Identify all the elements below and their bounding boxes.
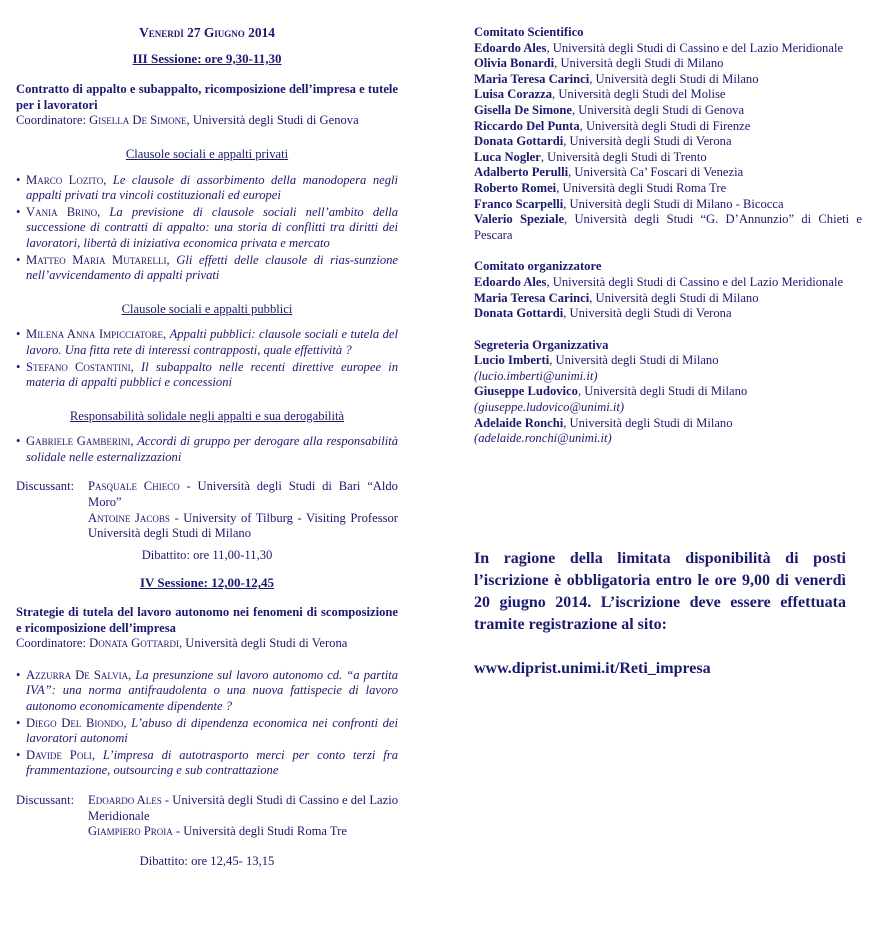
member-name: Giuseppe Ludovico (474, 384, 578, 399)
member-name: Donata Gottardi (474, 134, 564, 149)
discussant-affiliation: - Università degli Studi di Cassino e del Lazio Meridionale (88, 792, 398, 823)
member-name: Donata Gottardi (474, 306, 564, 321)
member-affiliation: , Università degli Studi di Milano (577, 384, 748, 399)
member-affiliation: , Università degli Studi di Verona (563, 134, 732, 149)
coordinator-name: Donata Gottardi (89, 636, 179, 651)
committee-member (474, 41, 862, 57)
speaker-name: Matteo Maria Mutarelli (26, 252, 167, 267)
committee-member (474, 416, 862, 432)
speaker-name: Davide Poli (26, 747, 92, 762)
talk-title: Gli effetti delle clausole di rias-sunzione nell’avvicendamento di appalti privati (26, 252, 399, 283)
day-heading: Venerdì 27 Giugno 2014 (139, 25, 275, 40)
registration-website-link[interactable]: www.diprist.unimi.it/Reti_impresa (474, 660, 711, 677)
bullet-icon: • (16, 434, 21, 449)
member-affiliation: , Università degli Studi “G. D’Annunzio” di Chieti e Pescara (474, 212, 863, 242)
discussant-label: Discussant: (16, 479, 75, 494)
member-affiliation: , Università degli Studi di Genova (571, 102, 745, 117)
speaker-name: Vania Brino (26, 204, 98, 219)
committee-member (474, 150, 862, 166)
block-heading: Clausole sociali e appalti pubblici (121, 301, 293, 316)
member-name: Franco Scarpelli (474, 196, 564, 211)
session-3-debate: Dibattito: ore 11,00-11,30 (141, 547, 273, 562)
member-name: Luca Nogler (474, 149, 541, 164)
committee-member (474, 353, 862, 369)
bullet-icon: • (16, 667, 21, 682)
session-3-heading: III Sessione: ore 9,30-11,30 (132, 50, 282, 66)
committee-heading: Segreteria Organizzativa (474, 337, 609, 352)
committee-group (474, 338, 862, 447)
member-affiliation: , Università degli Studi di Milano (549, 353, 719, 368)
committee-member (474, 165, 862, 181)
registration-notice: In ragione della limitata disponibilità di posti l’iscrizione è obbligatoria entro le ore 9,00 di venerdì 20 giugno 2014. L’iscrizione deve essere effettuata tramite registrazione al sito: (474, 550, 846, 633)
speaker-name: Azzurra De Salvia (26, 667, 129, 682)
committee-member (474, 72, 862, 88)
bullet-icon: • (16, 715, 21, 730)
bullet-icon: • (16, 747, 21, 762)
bullet-icon: • (16, 327, 21, 342)
member-name: Maria Teresa Carinci (474, 290, 590, 305)
discussant-affiliation: - Università degli Studi Roma Tre (172, 824, 347, 839)
discussant-entry (88, 511, 398, 542)
talk-item (16, 434, 398, 465)
session-3-title: Contratto di appalto e subappalto, ricomposizione dell’impresa e tutele per i lavoratori (16, 82, 398, 112)
discussant-entry (88, 479, 398, 510)
member-name: Olivia Bonardi (474, 56, 555, 71)
committee-member (474, 275, 862, 291)
discussant-name: Antoine Jacobs (88, 510, 170, 525)
talk-item (16, 716, 398, 747)
member-name: Edoardo Ales (474, 274, 547, 289)
member-affiliation: , Università degli Studi del Molise (552, 87, 726, 102)
talk-title: Accordi di gruppo per derogare alla responsabilità solidale nelle esternalizzazioni (26, 434, 399, 464)
bullet-icon: • (16, 172, 21, 187)
member-affiliation: , Università degli Studi di Cassino e del Lazio Meridionale (546, 40, 844, 55)
right-column (474, 25, 862, 463)
committee-member (474, 291, 862, 307)
talk-item (16, 668, 398, 715)
session-4-discussants (16, 793, 398, 840)
discussant-entry (88, 793, 398, 824)
speaker-separator: , (130, 434, 138, 449)
member-affiliation: , Università degli Studi di Milano (563, 415, 733, 430)
talk-title: La presunzione sul lavoro autonomo cd. “a partita IVA”: una norma antifraudolenta o una nuova fattispecie di lavoro autonomo economicamente dipendente ? (26, 667, 398, 713)
block-heading: Clausole sociali e appalti privati (125, 146, 289, 161)
committee-member (474, 119, 862, 135)
talk-list (16, 327, 398, 390)
committee-heading: Comitato Scientifico (474, 25, 584, 39)
committee-member (474, 181, 862, 197)
member-name: Riccardo Del Punta (474, 118, 580, 133)
member-name: Adalberto Perulli (474, 165, 569, 180)
member-affiliation: , Università degli Studi di Verona (563, 306, 732, 321)
coordinator-affiliation: , Università degli Studi di Verona (179, 636, 348, 651)
talk-title: La previsione di clausole sociali nell’ambito della successione di contratti di appalto: una storia di conflitti tra diritti dei lavoratori, libertà di iniziativa economica privata e mercato (26, 204, 399, 250)
member-affiliation: , Università degli Studi di Milano (554, 56, 724, 71)
member-affiliation: , Università degli Studi di Firenze (579, 118, 751, 133)
discussant-name: Edoardo Ales (88, 792, 162, 807)
talk-title: L’impresa di autotrasporto merci per conto terzi fra frammentazione, outsourcing e sub contrattazione (26, 747, 398, 778)
coordinator-label: Coordinatore: (16, 636, 86, 651)
committee-member (474, 212, 862, 243)
discussant-affiliation: - Università degli Studi di Bari “Aldo Moro” (88, 479, 398, 510)
speaker-separator: , (91, 747, 103, 762)
committee-heading: Comitato organizzatore (474, 259, 602, 274)
talk-item (16, 748, 398, 779)
member-affiliation: , Università degli Studi Roma Tre (556, 180, 727, 195)
talk-title: Appalti pubblici: clausole sociali e tutela del lavoro. Una fitta rete di interessi contrapposti, quale effettività ? (26, 327, 398, 357)
talk-item (16, 360, 398, 391)
member-email: (lucio.imberti@unimi.it) (474, 368, 598, 383)
discussant-list (88, 479, 398, 541)
member-affiliation: , Università degli Studi di Cassino e del Lazio Meridionale (546, 274, 844, 289)
bullet-icon: • (16, 204, 21, 219)
speaker-name: Marco Lozito (26, 172, 104, 187)
committee-member (474, 87, 862, 103)
committee-member (474, 103, 862, 119)
speaker-separator: , (163, 327, 170, 342)
member-affiliation: , Università degli Studi di Milano - Bicocca (563, 196, 784, 211)
discussant-affiliation: - University of Tilburg - Visiting Professor Università degli Studi di Milano (88, 510, 398, 541)
speaker-separator: , (166, 252, 177, 267)
talk-title: Il subappalto nelle recenti direttive europee in materia di appalti pubblici e concessioni (26, 359, 398, 390)
member-email: (giuseppe.ludovico@unimi.it) (474, 400, 625, 415)
session-4-coordinator (16, 636, 398, 652)
coordinator-affiliation: , Università degli Studi di Genova (186, 113, 359, 128)
speaker-separator: , (128, 667, 136, 682)
member-name: Luisa Corazza (474, 87, 553, 102)
speaker-separator: , (97, 204, 110, 219)
coordinator-label: Coordinatore: (16, 113, 86, 128)
member-email: (adelaide.ronchi@unimi.it) (474, 431, 612, 446)
speaker-name: Stefano Costantini (26, 359, 131, 374)
session-4-talk-list (16, 668, 398, 779)
member-affiliation: , Università degli Studi di Milano (589, 71, 759, 86)
talk-item (16, 253, 398, 284)
committee-member (474, 56, 862, 72)
committee-group (474, 259, 862, 321)
session-3-blocks (16, 147, 398, 466)
speaker-name: Gabriele Gamberini (26, 434, 131, 449)
left-column (16, 25, 398, 869)
speaker-separator: , (103, 172, 113, 187)
committee-group (474, 25, 862, 243)
block-heading: Responsabilità solidale negli appalti e sua derogabilità (69, 408, 345, 423)
discussant-name: Pasquale Chieco (88, 479, 180, 494)
member-affiliation: , Università degli Studi di Milano (589, 290, 759, 305)
bullet-icon: • (16, 359, 21, 374)
speaker-separator: , (130, 359, 141, 374)
committee-member (474, 197, 862, 213)
member-name: Lucio Imberti (474, 353, 550, 368)
member-name: Adelaide Ronchi (474, 415, 564, 430)
bullet-icon: • (16, 252, 21, 267)
member-name: Maria Teresa Carinci (474, 71, 590, 86)
committee-member (474, 306, 862, 322)
member-affiliation: , Università degli Studi di Trento (540, 149, 707, 164)
discussant-label: Discussant: (16, 792, 75, 807)
session-4-heading: IV Sessione: 12,00-12,45 (139, 575, 275, 591)
discussant-list (88, 793, 398, 840)
talk-list (16, 434, 398, 465)
talk-item (16, 327, 398, 358)
member-name: Gisella De Simone (474, 102, 572, 117)
session-4-title: Strategie di tutela del lavoro autonomo nei fenomeni di scomposizione e ricomposizione dell’impresa (16, 605, 398, 635)
session-4-debate: Dibattito: ore 12,45- 13,15 (139, 853, 275, 868)
committee-member (474, 134, 862, 150)
speaker-name: Diego Del Biondo (26, 715, 124, 730)
talk-item (16, 205, 398, 252)
member-name: Valerio Speziale (474, 212, 565, 227)
talk-title: L’abuso di dipendenza economica nei confronti dei lavoratori autonomi (26, 715, 398, 746)
speaker-name: Milena Anna Impicciatore (26, 327, 164, 342)
committee-member (474, 384, 862, 400)
discussant-entry (88, 824, 398, 840)
speaker-separator: , (123, 715, 132, 730)
talk-title: Le clausole di assorbimento della manodopera negli appalti privati tra vincoli costituzionali ed europei (26, 172, 399, 203)
discussant-name: Giampiero Proia (88, 824, 173, 839)
talk-item (16, 173, 398, 204)
talk-list (16, 173, 398, 284)
member-affiliation: , Università Ca’ Foscari di Venezia (568, 165, 744, 180)
member-name: Edoardo Ales (474, 40, 547, 55)
session-3-coordinator (16, 113, 398, 129)
coordinator-name: Gisella De Simone (89, 113, 187, 128)
session-3-discussants (16, 479, 398, 541)
member-name: Roberto Romei (474, 180, 557, 195)
